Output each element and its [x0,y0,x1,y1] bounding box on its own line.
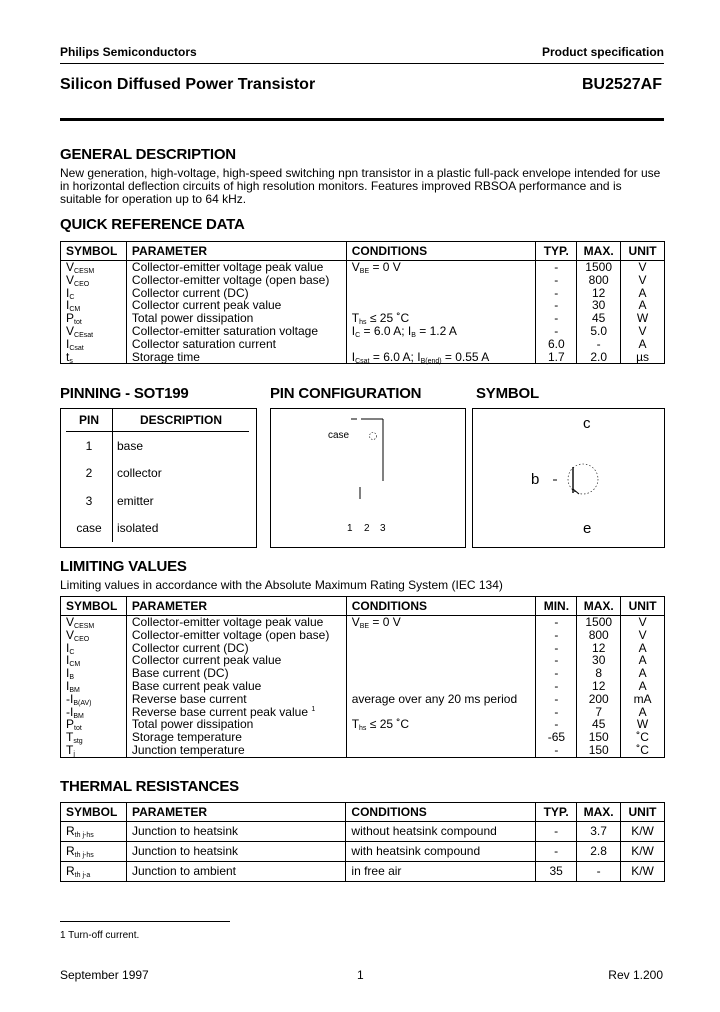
col-conditions: CONDITIONS [346,597,536,616]
condition-text: average over any 20 ms period [351,691,518,706]
parameter-text: Junction to heatsink [131,844,239,858]
max-value-cell: - [577,862,621,882]
pin-number-1: 1 [347,523,353,534]
general-description-text: New generation, high-voltage, high-speed switching npn transistor in a plastic full-pack envelope intended for use in horizontal deflection circuits of high resolution monitors. Features improved RBSOA performance and is suitable for operation up to 64 kHz. [60,166,661,206]
condition-text: with heatsink compound [351,844,481,858]
parameter-text: Collector current (DC) [131,640,249,655]
symbol-subscript: CEsat [74,331,94,339]
condition-text: = 0 V [369,260,401,274]
max-value-cell: 150 [577,744,621,757]
symbol-collector-label: c [583,415,591,432]
max-value-cell: 12 [577,287,621,300]
typ-value-cell: - [536,312,577,325]
symbol-subscript: stg [73,738,83,746]
max-value-cell: 2.0 [577,351,621,364]
table-row [61,261,665,274]
col-symbol: SYMBOL [61,597,127,616]
conditions-cell [346,667,536,680]
symbol-subscript: tot [74,725,82,733]
symbol-letter: R [66,864,75,878]
footer-revision: Rev 1.200 [608,968,663,982]
pin-number-cell: 3 [85,493,93,508]
document-title: Silicon Diffused Power Transistor [60,76,316,93]
pinning-box [60,408,257,548]
condition-text: I [351,349,356,364]
condition-text: = 6.0 A; I [360,323,412,338]
typ-value-cell: 35 [536,862,577,882]
symbol-letter: I [66,298,70,313]
condition-subscript: C [355,331,361,339]
condition-text: in free air [351,864,402,878]
symbol-subscript: C [69,648,75,656]
symbol-base-label: b [531,471,540,488]
typ-value-cell: - [536,287,577,300]
symbol-cell [61,654,127,667]
max-value-cell: 800 [577,274,621,287]
parameter-text: Collector current (DC) [131,285,249,300]
symbol-subscript: CESM [74,268,95,275]
unit-value-cell: V [621,629,665,642]
unit-value-cell: mA [621,693,665,706]
conditions-cell [346,718,536,731]
symbol-letter: R [66,824,75,838]
table-row [61,822,665,842]
pin-number-cell: 1 [85,438,93,453]
condition-subscript: BE [359,623,370,630]
table-row [61,351,665,364]
pinning-row [66,487,249,515]
conditions-cell [346,731,536,744]
conditions-cell [346,616,536,629]
symbol-letter: I [70,691,74,706]
max-value-cell: 1500 [577,616,621,629]
col-conditions: CONDITIONS [346,803,536,822]
symbol-subscript: CESM [74,623,95,630]
parameter-text: Collector-emitter voltage (open base) [131,627,330,642]
unit-value-cell: A [621,299,665,312]
condition-subscript: B [411,331,416,339]
condition-text: ≤ 25 ˚C [366,717,410,732]
symbol-subscript: C [69,293,75,301]
unit-value-cell: V [621,274,665,287]
parameter-cell [126,616,346,629]
unit-value-cell: W [621,312,665,325]
unit-value-cell: V [621,261,665,274]
max-value-cell: 800 [577,629,621,642]
condition-text: = 0 V [369,615,401,629]
min-value-cell: - [536,616,577,629]
symbol-subscript: CM [69,306,81,314]
symbol-prefix: - [66,704,70,719]
max-value-cell: 30 [577,299,621,312]
pin-configuration-box [270,408,466,548]
max-value-cell: - [577,338,621,351]
header-rule-thin [60,63,664,64]
symbol-cell [61,629,127,642]
min-value-cell: - [536,667,577,680]
parameter-text: Base current (DC) [131,666,229,681]
max-value-cell: 150 [577,731,621,744]
parameter-cell [126,822,345,842]
quick-reference-heading: QUICK REFERENCE DATA [60,216,245,233]
symbol-subscript: CM [69,661,81,669]
min-value-cell: - [536,642,577,655]
symbol-emitter-label: e [583,520,592,537]
symbol-subscript: th j-hs [74,852,94,859]
parameter-text: Base current peak value [131,678,262,693]
parameter-text: Collector saturation current [131,336,276,351]
col-parameter: PARAMETER [126,242,346,261]
conditions-cell [346,261,536,274]
symbol-cell [61,351,127,364]
symbol-cell [61,274,127,287]
min-value-cell: - [536,680,577,693]
symbol-cell [61,842,127,862]
symbol-cell [61,325,127,338]
symbol-cell [61,822,127,842]
pin-number-cell: case [76,521,102,536]
symbol-cell [61,287,127,300]
min-value-cell: - [536,629,577,642]
unit-value-cell: µs [621,351,665,364]
symbol-subscript: th j-a [74,872,91,879]
unit-value-cell: A [621,338,665,351]
part-number: BU2527AF [581,76,662,93]
conditions-cell [346,642,536,655]
symbol-subscript: CEO [74,280,90,288]
symbol-subscript: s [69,357,73,365]
min-value-cell: - [536,693,577,706]
symbol-letter: V [66,260,75,274]
symbol-letter: t [66,349,70,364]
pinning-table [66,409,249,542]
pinning-col-description: DESCRIPTION [113,409,250,432]
condition-subscript: Csat [355,357,370,365]
symbol-letter: I [66,678,70,693]
pin-description-cell: collector [113,460,250,488]
condition-text: = 6.0 A; I [369,349,421,364]
unit-value-cell: A [621,654,665,667]
footnote-marker: 1 [311,705,316,713]
company-name: Philips Semiconductors [60,45,197,59]
max-value-cell: 45 [577,718,621,731]
unit-value-cell: A [621,667,665,680]
min-value-cell: - [536,744,577,757]
unit-value-cell: ˚C [621,731,665,744]
conditions-cell [346,629,536,642]
parameter-text: Junction to heatsink [131,824,239,838]
col-symbol: SYMBOL [61,242,127,261]
parameter-text: Collector-emitter voltage peak value [131,260,324,274]
symbol-cell [61,862,127,882]
parameter-text: Storage temperature [131,730,242,745]
symbol-cell [61,338,127,351]
min-value-cell: - [536,706,577,719]
pinning-row [66,460,249,488]
parameter-cell [126,744,346,757]
conditions-cell [346,862,536,882]
conditions-cell [346,325,536,338]
symbol-subscript: B(AV) [73,699,92,707]
unit-value-cell: ˚C [621,744,665,757]
col-symbol: SYMBOL [61,803,127,822]
symbol-letter: V [66,627,75,642]
condition-text: T [351,311,360,326]
symbol-letter: I [66,285,70,300]
symbol-cell [61,261,127,274]
symbol-heading: SYMBOL [476,385,539,402]
symbol-subscript: BM [69,686,80,694]
symbol-letter: T [66,730,74,745]
col-max: MAX. [577,597,621,616]
condition-text: V [351,260,360,274]
typ-value-cell: - [536,842,577,862]
footnote-text: 1 Turn-off current. [60,930,140,941]
symbol-letter: I [66,653,70,668]
conditions-cell [346,274,536,287]
symbol-subscript: B [69,674,75,682]
conditions-cell [346,351,536,364]
parameter-cell [126,842,345,862]
symbol-letter: I [66,336,70,351]
parameter-cell [126,261,346,274]
condition-subscript: B(end) [420,357,442,365]
typ-value-cell: 1.7 [536,351,577,364]
pin-number-2: 2 [364,523,370,534]
parameter-cell [126,862,345,882]
parameter-text: Reverse base current peak value [131,704,308,719]
pin-description-cell: base [113,432,250,460]
parameter-text: Collector-emitter voltage (open base) [131,272,330,287]
symbol-letter: V [66,323,75,338]
parameter-text: Reverse base current [131,691,247,706]
footer-page-number: 1 [357,968,364,982]
pin-number-cell: 2 [85,466,93,481]
conditions-cell [346,744,536,757]
unit-value-cell: K/W [621,862,665,882]
condition-subscript: BE [359,268,370,275]
col-parameter: PARAMETER [126,803,345,822]
symbol-letter: R [66,844,75,858]
condition-text: ≤ 25 ˚C [366,311,410,326]
col-unit: UNIT [621,242,665,261]
symbol-subscript: CEO [74,635,90,643]
max-value-cell: 7 [577,706,621,719]
general-description-heading: GENERAL DESCRIPTION [60,146,236,163]
unit-value-cell: V [621,616,665,629]
limiting-values-intro: Limiting values in accordance with the Absolute Maximum Rating System (IEC 134) [60,578,503,592]
col-max: MAX. [577,242,621,261]
max-value-cell: 5.0 [577,325,621,338]
condition-text: T [351,717,360,732]
unit-value-cell: V [621,325,665,338]
condition-text: I [351,323,356,338]
conditions-cell [346,654,536,667]
symbol-letter: I [66,666,70,681]
symbol-letter: T [66,742,74,757]
pinning-col-pin: PIN [66,409,113,432]
typ-value-cell: - [536,261,577,274]
condition-text: = 0.55 A [441,349,490,364]
parameter-text: Collector-emitter voltage peak value [131,615,324,629]
typ-value-cell: 6.0 [536,338,577,351]
limiting-values-heading: LIMITING VALUES [60,558,187,575]
parameter-text: Collector current peak value [131,298,282,313]
min-value-cell: - [536,718,577,731]
col-typ: TYP. [536,803,577,822]
document-type: Product specification [541,45,664,59]
col-unit: UNIT [621,803,665,822]
parameter-text: Collector current peak value [131,653,282,668]
pin-description-cell: isolated [113,515,250,543]
typ-value-cell: - [536,325,577,338]
parameter-text: Storage time [131,349,200,364]
typ-value-cell: - [536,274,577,287]
pinning-row [66,515,249,543]
col-max: MAX. [577,803,621,822]
symbol-subscript: Csat [69,344,84,352]
quick-reference-table [60,241,665,364]
symbol-subscript: tot [74,319,82,327]
table-row [61,862,665,882]
unit-value-cell: A [621,287,665,300]
min-value-cell: - [536,654,577,667]
symbol-cell [61,744,127,757]
col-parameter: PARAMETER [126,597,346,616]
parameter-text: Junction temperature [131,742,245,757]
footer-date: September 1997 [60,968,149,982]
parameter-text: Junction to ambient [131,864,237,878]
pinning-heading: PINNING - SOT199 [60,385,189,402]
parameter-text: Total power dissipation [131,311,254,326]
symbol-cell [61,642,127,655]
condition-subscript: hs [359,725,367,733]
unit-value-cell: W [621,718,665,731]
unit-value-cell: A [621,706,665,719]
unit-value-cell: K/W [621,822,665,842]
unit-value-cell: A [621,680,665,693]
condition-text: = 1.2 A [415,323,457,338]
table-row [61,616,665,629]
max-value-cell: 12 [577,680,621,693]
symbol-box [472,408,665,548]
conditions-cell [346,693,536,706]
min-value-cell: -65 [536,731,577,744]
pin-number-3: 3 [380,523,386,534]
symbol-letter: V [66,615,75,629]
condition-text: V [351,615,360,629]
max-value-cell: 12 [577,642,621,655]
header-rule-thick [60,118,664,121]
parameter-text: Total power dissipation [131,717,254,732]
conditions-cell [346,822,536,842]
thermal-resistances-heading: THERMAL RESISTANCES [60,778,239,795]
symbol-subscript: th j-hs [74,832,94,839]
col-typ: TYP. [536,242,577,261]
condition-text: without heatsink compound [351,824,497,838]
max-value-cell: 45 [577,312,621,325]
symbol-letter: P [66,717,75,732]
parameter-text: Collector-emitter saturation voltage [131,323,319,338]
pinning-row [66,432,249,460]
max-value-cell: 2.8 [577,842,621,862]
symbol-letter: I [66,640,70,655]
symbol-cell [61,667,127,680]
table-row [61,842,665,862]
symbol-subscript: j [73,750,75,758]
symbol-letter: I [70,704,74,719]
symbol-subscript: BM [73,712,84,720]
col-unit: UNIT [621,597,665,616]
typ-value-cell: - [536,822,577,842]
col-conditions: CONDITIONS [346,242,536,261]
symbol-letter: P [66,311,75,326]
symbol-letter: V [66,272,75,287]
symbol-prefix: - [66,691,70,706]
table-row [61,744,665,757]
max-value-cell: 30 [577,654,621,667]
max-value-cell: 200 [577,693,621,706]
footnote-rule [60,921,230,922]
transistor-symbol-icon [473,409,664,547]
typ-value-cell: - [536,299,577,312]
symbol-cell [61,616,127,629]
conditions-cell [346,842,536,862]
unit-value-cell: K/W [621,842,665,862]
max-value-cell: 8 [577,667,621,680]
parameter-cell [126,351,346,364]
unit-value-cell: A [621,642,665,655]
max-value-cell: 3.7 [577,822,621,842]
max-value-cell: 1500 [577,261,621,274]
col-min: MIN. [536,597,577,616]
pin-description-cell: emitter [113,487,250,515]
case-label: case [328,430,350,441]
condition-subscript: hs [359,319,367,327]
thermal-resistances-table [60,802,665,882]
conditions-cell [346,287,536,300]
limiting-values-table [60,596,665,758]
pin-configuration-heading: PIN CONFIGURATION [270,385,422,402]
